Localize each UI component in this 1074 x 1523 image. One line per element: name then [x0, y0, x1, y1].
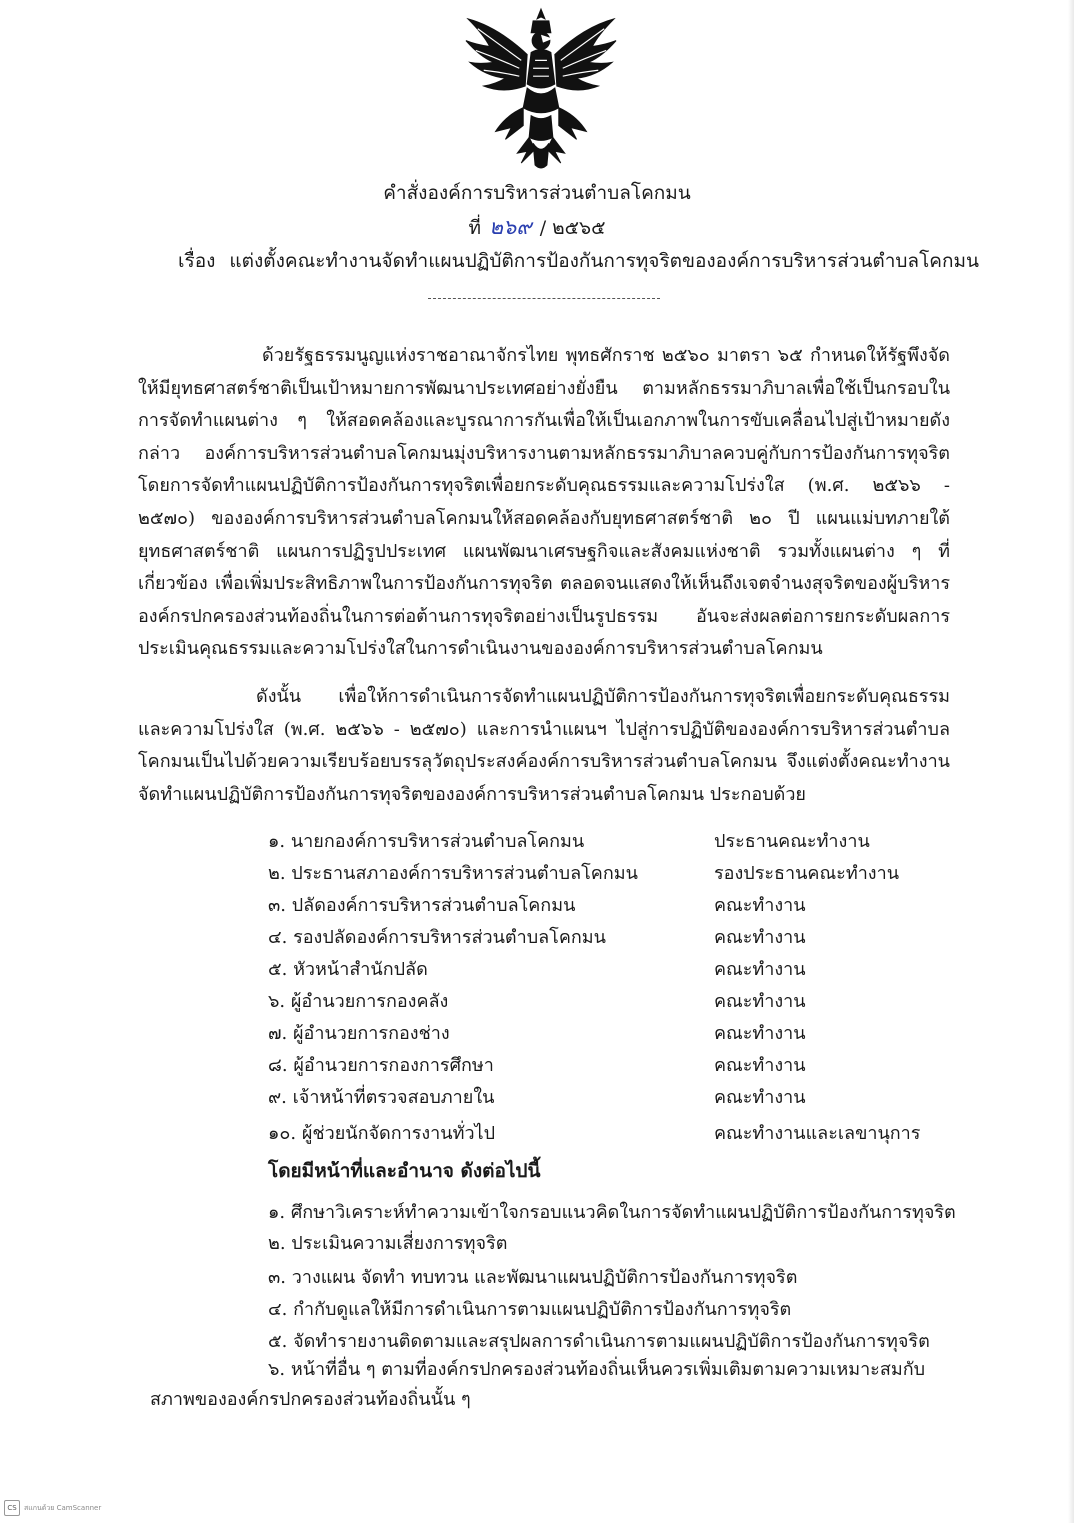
member-name: ๔. รองปลัดองค์การบริหารส่วนตำบลโคกมน	[268, 927, 606, 948]
duties-heading: โดยมีหน้าที่และอำนาจ ดังต่อไปนี้	[268, 1160, 541, 1182]
duty-item: ๔. กำกับดูแลให้มีการดำเนินการตามแผนปฏิบัติการป้องกันการทุจริต	[268, 1299, 792, 1320]
member-role: รองประธานคณะทำงาน	[714, 863, 900, 884]
member-name: ๒. ประธานสภาองค์การบริหารส่วนตำบลโคกมน	[268, 863, 638, 884]
camscanner-badge: CS	[4, 1500, 20, 1516]
member-row	[268, 1050, 908, 1082]
member-name: ๙. เจ้าหน้าที่ตรวจสอบภายใน	[268, 1087, 495, 1108]
member-name: ๑๐. ผู้ช่วยนักจัดการงานทั่วไป	[268, 1123, 496, 1144]
member-role: คณะทำงาน	[714, 959, 806, 980]
paragraph-preamble: ด้วยรัฐธรรมนูญแห่งราชอาณาจักรไทย พุทธศักราช ๒๕๖๐ มาตรา ๖๕ กำหนดให้รัฐพึงจัดให้มียุทธศาสตร์ชาติเป็นเป้าหมายการพัฒนาประเทศอย่างยั่งยืน ตามหลักธรรมาภิบาลเพื่อใช้เป็นกรอบในการจัดทำแผนต่าง ๆ ให้สอดคล้องและบูรณาการกันเพื่อให้เป็นเอกภาพในการขับเคลื่อนไปสู่เป้าหมายดังกล่าว องค์การบริหารส่วนตำบลโคกมนมุ่งบริหารงานตามหลักธรรมาภิบาลควบคู่กับการป้องกันการทุจริต โดยการจัดทำแผนปฏิบัติการป้องกันการทุจริตเพื่อยกระดับคุณธรรมและความโปร่งใส (พ.ศ. ๒๕๖๖ - ๒๕๗๐) ขององค์การบริหารส่วนตำบลโคกมนให้สอดคล้องกับยุทธศาสตร์ชาติ ๒๐ ปี แผนแม่บทภายใต้ยุทธศาสตร์ชาติ แผนการปฏิรูปประเทศ แผนพัฒนาเศรษฐกิจและสังคมแห่งชาติ รวมทั้งแผนต่าง ๆ ที่เกี่ยวข้อง เพื่อเพิ่มประสิทธิภาพในการป้องกันการทุจริต ตลอดจนแสดงให้เห็นถึงเจตจำนงสุจริตของผู้บริหารองค์กรปกครองส่วนท้องถิ่นในการต่อต้านการทุจริตอย่างเป็นรูปธรรม อันจะส่งผลต่อการยกระดับผลการประเมินคุณธรรมและความโปร่งใสในการดำเนินงานขององค์การบริหารส่วนตำบลโคกมน	[138, 345, 950, 660]
member-name: ๘. ผู้อำนวยการกองการศึกษา	[268, 1055, 494, 1076]
scanner-watermark	[4, 1500, 101, 1516]
duty-item: ๑. ศึกษาวิเคราะห์ทำความเข้าใจกรอบแนวคิดในการจัดทำแผนปฏิบัติการป้องกันการทุจริต	[268, 1202, 956, 1223]
member-row	[268, 1118, 921, 1150]
order-number	[0, 211, 1074, 244]
member-row	[268, 954, 908, 986]
header-divider	[428, 298, 660, 299]
member-row	[268, 922, 908, 954]
member-name: ๓. ปลัดองค์การบริหารส่วนตำบลโคกมน	[268, 895, 576, 916]
order-number-prefix: ที่	[468, 217, 482, 239]
member-name: ๖. ผู้อำนวยการกองคลัง	[268, 991, 449, 1012]
duty-item: ๕. จัดทำรายงานติดตามและสรุปผลการดำเนินการตามแผนปฏิบัติการป้องกันการทุจริต	[268, 1331, 930, 1352]
member-name: ๗. ผู้อำนวยการกองช่าง	[268, 1023, 450, 1044]
member-row	[268, 1082, 908, 1114]
member-name: ๑. นายกองค์การบริหารส่วนตำบลโคกมน	[268, 831, 585, 852]
member-row	[268, 890, 908, 922]
member-row	[268, 986, 908, 1018]
order-number-year: / ๒๕๖๕	[539, 217, 606, 239]
member-role: คณะทำงานและเลขานุการ	[714, 1123, 921, 1144]
duty-item: ๓. วางแผน จัดทำ ทบทวน และพัฒนาแผนปฏิบัติการป้องกันการทุจริต	[268, 1267, 798, 1288]
member-role: คณะทำงาน	[714, 1055, 806, 1076]
order-number-handwritten: ๒๖๙	[489, 215, 532, 239]
member-role: คณะทำงาน	[714, 1087, 806, 1108]
duty-item: ๒. ประเมินความเสี่ยงการทุจริต	[268, 1233, 508, 1254]
member-row	[268, 858, 908, 890]
camscanner-text: สแกนด้วย CamScanner	[24, 1503, 102, 1512]
subject-text: แต่งตั้งคณะทำงานจัดทำแผนปฏิบัติการป้องกันการทุจริตขององค์การบริหารส่วนตำบลโคกมน	[229, 250, 979, 272]
member-role: คณะทำงาน	[714, 927, 806, 948]
paragraph-appointment: ดังนั้น เพื่อให้การดำเนินการจัดทำแผนปฏิบัติการป้องกันการทุจริตเพื่อยกระดับคุณธรรมและความโปร่งใส (พ.ศ. ๒๕๖๖ - ๒๕๗๐) และการนำแผนฯ ไปสู่การปฏิบัติขององค์การบริหารส่วนตำบลโคกมนเป็นไปด้วยความเรียบร้อยบรรลุวัตถุประสงค์องค์การบริหารส่วนตำบลโคกมน จึงแต่งตั้งคณะทำงานจัดทำแผนปฏิบัติการป้องกันการทุจริตขององค์การบริหารส่วนตำบลโคกมน ประกอบด้วย	[138, 686, 950, 805]
member-row	[268, 826, 908, 858]
duty-item: ๖. หน้าที่อื่น ๆ ตามที่องค์กรปกครองส่วนท้องถิ่นเห็นควรเพิ่มเติมตามความเหมาะสมกับสภาพขององค์กรปกครองส่วนท้องถิ่นนั้น ๆ	[150, 1359, 926, 1410]
member-role: คณะทำงาน	[714, 991, 806, 1012]
member-role: คณะทำงาน	[714, 1023, 806, 1044]
member-row	[268, 1018, 908, 1050]
order-subject	[178, 246, 979, 276]
garuda-emblem-icon	[462, 4, 620, 174]
order-title: คำสั่งองค์การบริหารส่วนตำบลโคกมน	[383, 182, 691, 204]
member-role: คณะทำงาน	[714, 895, 806, 916]
subject-label: เรื่อง	[178, 250, 216, 272]
member-role: ประธานคณะทำงาน	[714, 831, 870, 852]
member-name: ๕. หัวหน้าสำนักปลัด	[268, 959, 428, 980]
